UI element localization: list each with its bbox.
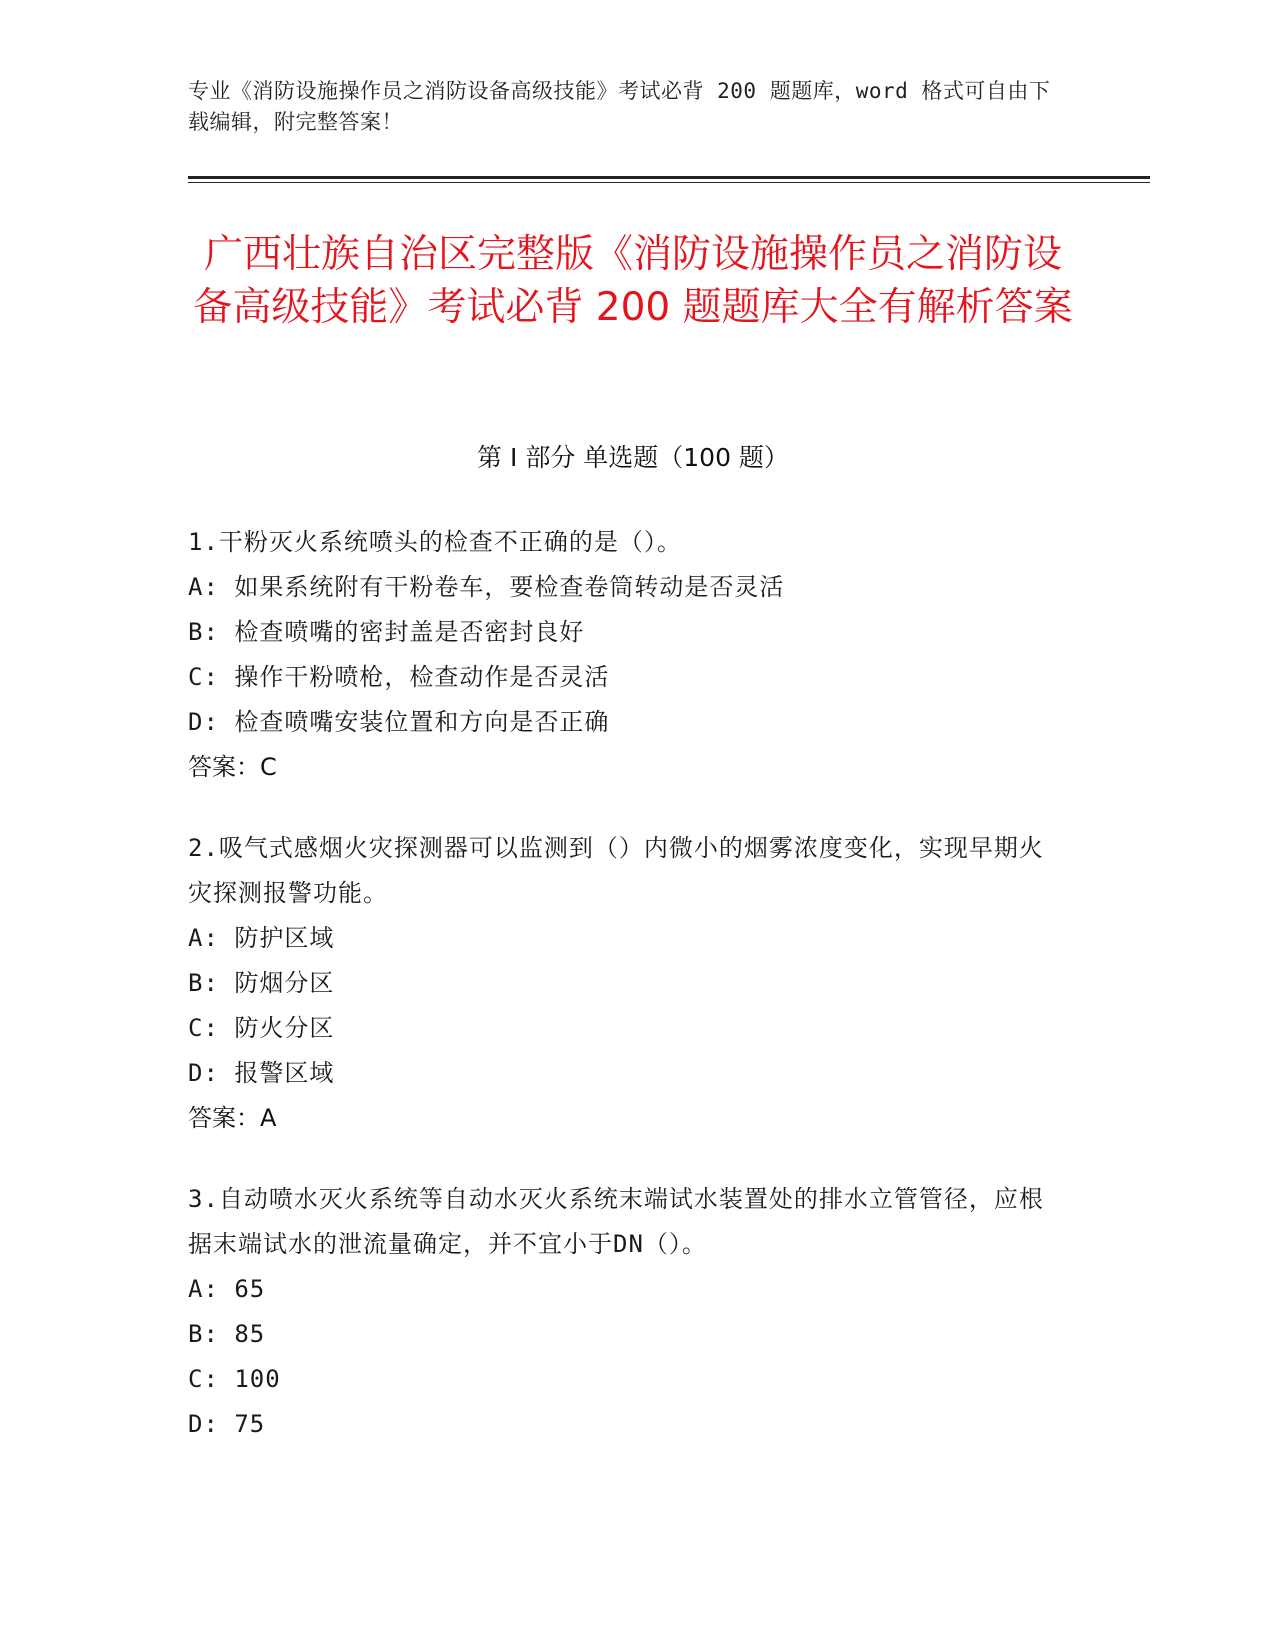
header-note: 专业《消防设施操作员之消防设备高级技能》考试必背 200 题题库，word 格式可自由下载编辑，附完整答案！: [188, 79, 1051, 134]
header-rule-thick: [188, 176, 1150, 179]
answer: 答案：C: [188, 753, 277, 781]
answer: 答案：A: [188, 1104, 277, 1132]
question-list: [188, 520, 1068, 1483]
option-d: D: 检查喷嘴安装位置和方向是否正确: [188, 708, 610, 736]
option-b: B: 检查喷嘴的密封盖是否密封良好: [188, 618, 585, 646]
option-a: A: 防护区域: [188, 924, 335, 952]
option-d: D: 75: [188, 1410, 266, 1438]
question-stem: 3.自动喷水灭火系统等自动水灭火系统末端试水装置处的排水立管管径，应根据末端试水的泄流量确定，并不宜小于DN（）。: [188, 1185, 1044, 1258]
section-title: 第 I 部分 单选题（100 题）: [477, 443, 789, 472]
option-c: C: 防火分区: [188, 1014, 335, 1042]
option-c: C: 100: [188, 1365, 281, 1393]
question-stem: 1.干粉灭火系统喷头的检查不正确的是（）。: [188, 528, 682, 556]
question-stem: 2.吸气式感烟火灾探测器可以监测到（）内微小的烟雾浓度变化，实现早期火灾探测报警功能。: [188, 834, 1044, 907]
option-b: B: 防烟分区: [188, 969, 335, 997]
option-a: A: 65: [188, 1275, 266, 1303]
option-b: B: 85: [188, 1320, 266, 1348]
header-rule-thin: [188, 182, 1150, 183]
question-1: [188, 520, 1068, 790]
question-2: [188, 826, 1068, 1141]
document-title: 广西壮族自治区完整版《消防设施操作员之消防设备高级技能》考试必背 200 题题库大全有解析答案: [193, 232, 1073, 330]
option-d: D: 报警区域: [188, 1059, 335, 1087]
question-3: [188, 1177, 1068, 1447]
option-a: A: 如果系统附有干粉卷车，要检查卷筒转动是否灵活: [188, 573, 785, 601]
option-c: C: 操作干粉喷枪，检查动作是否灵活: [188, 663, 610, 691]
